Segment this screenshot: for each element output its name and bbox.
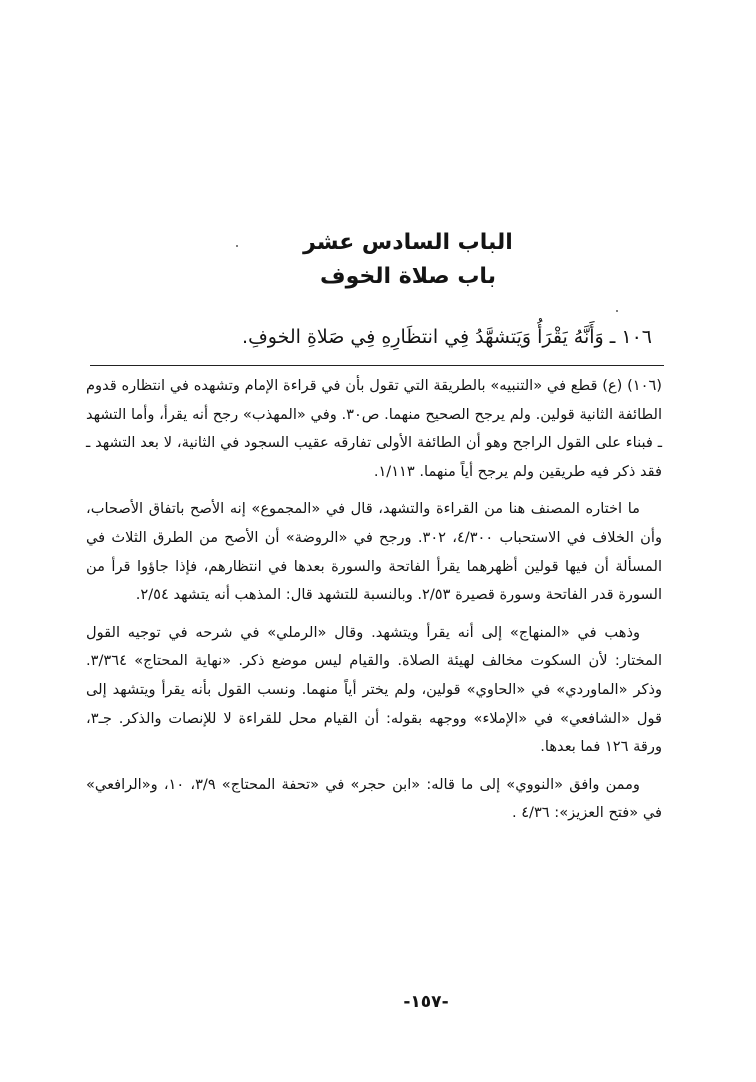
commentary-paragraph: (١٠٦) (ع) قطع في «التنبيه» بالطريقة التي تقول بأن في قراءة الإمام وتشهده في انتظاره قدوم الطائفة الثانية قولين. ولم يرجح الصحيح منهما. ص٣٠. وفي «المهذب» رجح أنه يقرأ، وأما التشهد ـ فبناء على القول الراجح وهو أن الطائفة الأولى تفارقه عقيب السجود في الثانية، لا بعد التشهد ـ فقد ذكر فيه طريقين ولم يرجح أياً منهما. ١/١١٣.: [86, 377, 662, 480]
chapter-heading: [0, 226, 756, 294]
scan-speck: [616, 310, 618, 312]
commentary-section: [86, 372, 662, 837]
commentary-paragraph: وذهب في «المنهاج» إلى أنه يقرأ ويتشهد. وقال «الرملي» في شرحه في توجيه القول المختار: لأن السكوت مخالف لهيئة الصلاة. والقيام ليس موضع ذكر. «نهاية المحتاج» ٣/٣٦٤. وذكر «الماوردي» في «الحاوي» قولين، ولم يختر أياً منهما. ونسب القول بأنه يقرأ ويتشهد إلى قول «الشافعي» في «الإملاء» ووجهه بقوله: أن القيام محل للقراءة لا للإنصات والذكر. جـ٣، ورقة ١٢٦ فما بعدها.: [86, 623, 662, 756]
page-number: -١٥٧-: [403, 992, 449, 1012]
commentary-paragraph: وممن وافق «النووي» إلى ما قاله: «ابن حجر» في «تحفة المحتاج» ٣/٩، ١٠، و«الرافعي» في «فتح العزيز»: ٤/٣٦ .: [86, 775, 662, 822]
chapter-name: باب صلاة الخوف: [320, 264, 496, 289]
footnote-divider: [90, 365, 664, 366]
chapter-number-title: الباب السادس عشر: [303, 230, 513, 255]
commentary-paragraph: ما اختاره المصنف هنا من القراءة والتشهد، قال في «المجموع» إنه الأصح باتفاق الأصحاب، وأن الخلاف في الاستحباب ٤/٣٠٠، ٣٠٢. ورجح في «الروضة» أن الأصح من الطرق الثلاث في المسألة أن فيها قولين أظهرهما يقرأ الفاتحة والسورة بعدها في انتظارهم، فإذا جاؤوا قرأ من السورة قدر الفاتحة وسورة قصيرة ٢/٥٣. وبالنسبة للتشهد قال: المذهب أنه يتشهد ٢/٥٤.: [86, 500, 662, 604]
main-text-line: ١٠٦ ـ وَأَنَّهُ يَقْرَأُ وَيَتشهَّدُ فِي انتظَارِهِ فِي صَلاةِ الخوفِ.: [242, 326, 652, 348]
